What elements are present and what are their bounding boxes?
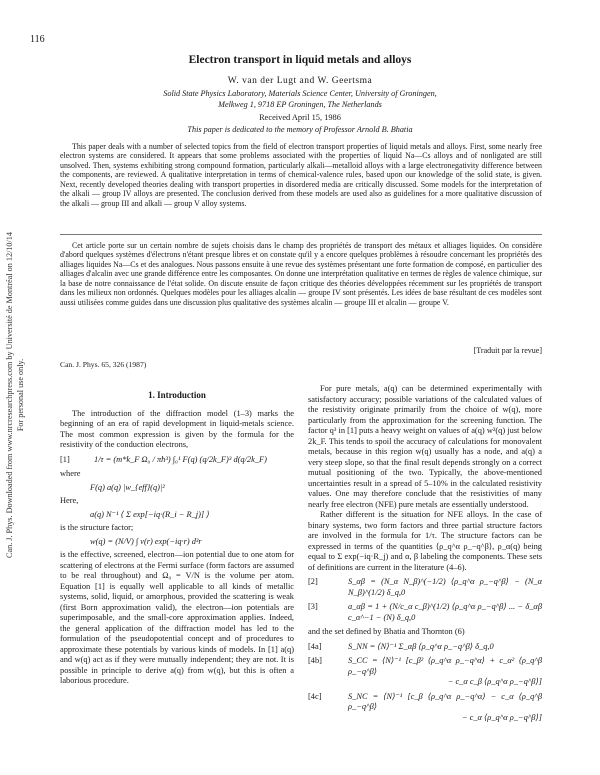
equation-potential: w(q) = (N/V) ∫ v(r) exp(−iq·r) d³r	[90, 536, 202, 546]
equation-form-factor: F(q) a(q) |w_{eff}(q)|²	[90, 482, 165, 492]
page-number: 116	[30, 34, 45, 45]
download-side-note	[2, 160, 28, 630]
intro-paragraph-1: The introduction of the diffraction model (1–3) marks the beginning of an era of rapid development in liquid-metals science. The most common expression is given by the formula for the resistivity of the conduction electrons,	[60, 408, 294, 449]
equation-4c-continuation: − c_α ⟨ρ_q^α ρ_−q^β⟩]	[461, 712, 542, 722]
abstract-english	[60, 142, 542, 208]
paper-title: Electron transport in liquid metals and alloys	[188, 54, 412, 66]
equation-1-tag: [1]	[60, 454, 70, 464]
equation-4b	[308, 656, 542, 688]
equation-2	[308, 577, 542, 598]
affiliation	[100, 89, 500, 110]
equation-4c-body: S_NC = ⟨N⟩⁻¹ [c_β ⟨ρ_q^α ρ_−q^α⟩ − c_α ⟨ρ_q^β ρ_−q^β⟩	[348, 691, 542, 711]
abstract-french-text: Cet article porte sur un certain nombre de sujets choisis dans le champ des propriétés de transport des métaux et alliages liquides. On considère d'abord quelques systèmes d'électrons n'étant presque libres et on constate qu'il y a encore quelques problèmes à résoudre concernant les propriétés des alliages liquides Na—Cs et des analogues. Nous passons ensuite à une revue des systèmes présentant une forte formation de composé, en particulier des alliages d'alcalin avec une grande différence entre les composantes. On donne une interprétation qualitative en termes de règles de valence chimique, sur la base de notre connaissance de l'état solide. On discute ensuite de façon critique des théories développées récemment sur les propriétés de transport dans les milieux non ordonnés. Quelques modèles pour les alliages alcalin — groupe IV sont présentés. Les idées de base résultant de ces modèles sont aussi utilisées comme guides dans une discussion plus qualitative des systèmes alcalin — groupe III et alcalin — groupe V.	[60, 241, 542, 307]
translation-note: [Traduit par la revue]	[473, 346, 542, 355]
abstract-english-text: This paper deals with a number of selected topics from the field of electron transport properties of liquid metals and alloys. First, some nearly free electron systems are considered. It appears that some problems associated with the properties of liquid Na—Cs alloys and of nonligated are still unsolved. Then, systems exhibiting strong compound formation, particularly alkali—metalloid alloys with a large electronegativity difference between the components, are reviewed. A qualitative interpretation in terms of chemical-valence rules, based upon our knowledge of the solid state, is given. Next, recently developed theories dealing with transport properties in disordered media are critically discussed. Some models for the interpretation of the alkali — group IV alloys are presented. The conclusion derived from these models are used also as guidelines for a more qualitative discussion of the alkali — group III and alkali — group V alloy systems.	[60, 142, 542, 208]
right-paragraph-2: Rather different is the situation for NFE alloys. In the case of binary systems, two form factors and three partial structure factors are involved in the formula for 1/τ. The structure factors can be expressed in terms of the quantities ⟨ρ_q^α ρ_−q^β⟩, ρ_α(q) being equal to Σ exp(−iq·R_j) and α, β labeling the components. These sets of definitions are current in the literature (4–6).	[308, 510, 542, 572]
here-label: Here,	[60, 496, 79, 505]
abstract-divider	[60, 234, 542, 235]
intro-paragraph-2: is the effective, screened, electron—ion potential due to one atom for scattering of electrons at the Fermi surface (form factors are assumed to be real throughout) and Ω₀ = V/N is the volume per atom. Equation [1] is equally well applicable to all kinds of metallic systems, solid, liquid, or amorphous, provided the scattering is weak (first Born approximation valid), the electron—ion potentials are superimposable, and the small-core approximation applies. Indeed, the general application of the diffraction model has led to the formulation of the pseudopotential concept and of procedures to approximate these potentials by various kinds of models. In [1] a(q) and w(q) act as if they were mutually independent; they are not. It is possible in principle to derive a(q) from w(q), but this is often a laborious procedure.	[60, 550, 294, 685]
structure-factor-label: is the structure factor;	[60, 523, 134, 532]
left-column	[60, 384, 294, 687]
abstract-french	[60, 241, 542, 307]
where-label: where	[60, 469, 81, 478]
equation-2-body: S_αβ = (N_α N_β)^(−1/2) ⟨ρ_q^α ρ_−q^β⟩ − (N_α N_β)^(1/2) δ_q,0	[348, 577, 542, 597]
equation-4b-tag: [4b]	[308, 656, 322, 665]
equation-3	[308, 602, 542, 623]
equation-2-tag: [2]	[308, 577, 318, 586]
equation-1	[60, 455, 294, 466]
equation-4c-tag: [4c]	[308, 691, 322, 701]
equation-4b-continuation: − c_α c_β ⟨ρ_q^α ρ_−q^β⟩]	[447, 677, 542, 686]
dedication: This paper is dedicated to the memory of Professor Arnold B. Bhatia	[187, 125, 413, 134]
affiliation-line1: Solid State Physics Laboratory, Materials Science Center, University of Groningen,	[163, 89, 437, 98]
side-note-line1: Can. J. Phys. Downloaded from www.nrcresearchpress.com by Université de Montréal on 12/10/14	[5, 232, 14, 558]
equation-4b-body: S_CC = ⟨N⟩⁻¹ [c_β² ⟨ρ_q^α ρ_−q^α⟩ + c_α² ⟨ρ_q^β ρ_−q^β⟩	[348, 656, 542, 676]
equation-1-body: 1/τ = (m*k_F Ω₀ / πħ³) ∫₀¹ F(q) (q/2k_F)³ d(q/2k_F)	[94, 454, 267, 464]
authors: W. van der Lugt and W. Geertsma	[227, 76, 373, 86]
journal-citation: Can. J. Phys. 65, 326 (1987)	[60, 360, 147, 369]
side-note-line2: For personal use only.	[16, 358, 25, 432]
right-paragraph-1: For pure metals, a(q) can be determined experimentally with satisfactory accuracy; possible variations of the calculated values of the resistivity originate primarily from the choice of w(q), more particularly from the approximation for the screening function. The factor q³ in [1] puts a heavy weight on values of a(q) w²(q) just below 2k_F. This tends to spoil the accuracy of calculations for monovalent metals, because in this region w(q) usually has a node, and a(q) a very steep slope, so that the final result depends strongly on a correct mutual positioning of the two. Typically, the above-mentioned uncertainties result in a spread of 5–10% in the calculated resistivity values. One may therefore conclude that the resistivities of many nearly free electron (NFE) pure metals are essentially understood.	[308, 384, 542, 509]
equation-4a	[308, 642, 542, 653]
right-paragraph-3: and the set defined by Bhatia and Thornton (6)	[308, 627, 465, 636]
equation-4c	[308, 692, 542, 724]
equation-structure-factor: a(q) N⁻¹ ⟨ Σ exp[−iq·(R_i − R_j)] ⟩	[90, 509, 210, 519]
received-date: Received April 15, 1986	[259, 113, 341, 122]
equation-4a-tag: [4a]	[308, 641, 322, 651]
section-heading: 1. Introduction	[148, 390, 206, 400]
equation-3-body: a_αβ = 1 + (N/c_α c_β)^(1/2) ⟨ρ_q^α ρ_−q^β⟩ ... − δ_αβ c_α^−1 − (N) δ_q,0	[348, 602, 542, 622]
equation-4a-body: S_NN = ⟨N⟩⁻¹ Σ_αβ ⟨ρ_q^α ρ_−q^β⟩ δ_q,0	[348, 641, 494, 651]
right-column	[308, 384, 542, 727]
equation-3-tag: [3]	[308, 602, 318, 611]
affiliation-line2: Melkweg 1, 9718 EP Groningen, The Netherlands	[218, 99, 382, 109]
